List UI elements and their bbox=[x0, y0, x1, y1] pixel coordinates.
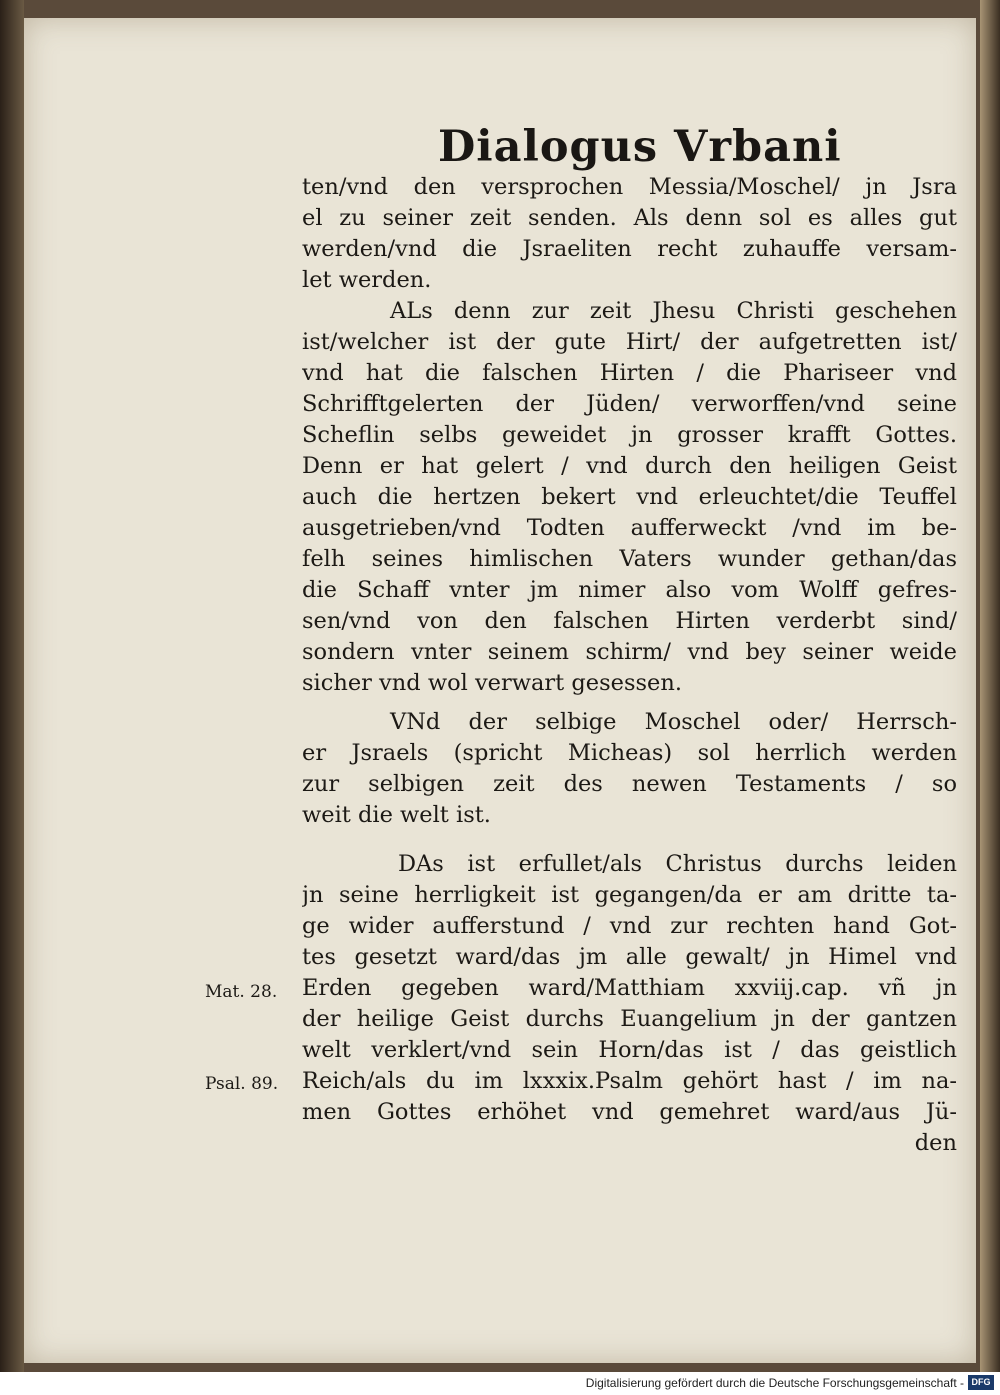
text-line: felh seines himlischen Vaters wunder gethan/das bbox=[302, 546, 957, 572]
text-line: weit die welt ist. bbox=[302, 802, 491, 828]
margin-note-matthew: Mat. 28. bbox=[205, 982, 278, 1002]
catchword: den bbox=[914, 1130, 957, 1156]
text-line: Scheflin selbs geweidet jn grosser krafft Gottes. bbox=[302, 422, 957, 448]
body-text bbox=[302, 172, 957, 1159]
text-line: sen/vnd von den falschen Hirten verderbt sind/ bbox=[302, 608, 957, 634]
text-line: welt verklert/vnd sein Horn/das ist / das geistlich bbox=[302, 1037, 957, 1063]
text-line: auch die hertzen bekert vnd erleuchtet/die Teuffel bbox=[302, 484, 957, 510]
text-line: die Schaff vnter jm nimer also vom Wolff gefres- bbox=[302, 577, 957, 603]
book-binding-shadow bbox=[0, 0, 24, 1372]
text-line: er Jsraels (spricht Micheas) sol herrlich werden bbox=[302, 740, 957, 766]
text-line: jn seine herrligkeit ist gegangen/da er am dritte ta- bbox=[302, 882, 957, 908]
text-line: men Gottes erhöhet vnd gemehret ward/aus Jü- bbox=[302, 1099, 957, 1125]
text-line: ge wider aufferstund / vnd zur rechten hand Got- bbox=[302, 913, 957, 939]
text-line: zur selbigen zeit des newen Testaments / so bbox=[302, 771, 957, 797]
text-line: Reich/als du im lxxxix.Psalm gehört hast / im na- bbox=[302, 1068, 957, 1094]
running-head: Dialogus Vrbani bbox=[438, 122, 842, 172]
text-line: ausgetrieben/vnd Todten aufferweckt /vnd im be- bbox=[302, 515, 957, 541]
text-line: sicher vnd wol verwart gesessen. bbox=[302, 670, 683, 696]
book-edge-right bbox=[980, 0, 1000, 1372]
text-line: VNd der selbige Moschel oder/ Herrsch- bbox=[390, 709, 957, 735]
text-line: Erden gegeben ward/Matthiam xxviij.cap. vñ jn bbox=[302, 975, 957, 1001]
text-line: ALs denn zur zeit Jhesu Christi geschehen bbox=[390, 298, 957, 324]
text-line: Denn er hat gelert / vnd durch den heiligen Geist bbox=[302, 453, 957, 479]
text-line: let werden. bbox=[302, 267, 432, 293]
text-line: DAs ist erfullet/als Christus durchs leiden bbox=[398, 851, 957, 877]
text-line: Schrifftgelerten der Jüden/ verworffen/vnd seine bbox=[302, 391, 957, 417]
text-line: vnd hat die falschen Hirten / die Phariseer vnd bbox=[302, 360, 957, 386]
text-line: tes gesetzt ward/das jm alle gewalt/ jn Himel vnd bbox=[302, 944, 957, 970]
margin-note-psalm: Psal. 89. bbox=[205, 1074, 279, 1094]
dfg-logo-icon: DFG bbox=[968, 1375, 994, 1390]
text-line: sondern vnter seinem schirm/ vnd bey seiner weide bbox=[302, 639, 957, 665]
footer-credit: Digitalisierung gefördert durch die Deutsche Forschungsgemeinschaft - bbox=[585, 1376, 964, 1390]
text-line: werden/vnd die Jsraeliten recht zuhauffe versam- bbox=[302, 236, 957, 262]
text-line: ist/welcher ist der gute Hirt/ der aufgetretten ist/ bbox=[302, 329, 957, 355]
text-line: der heilige Geist durchs Euangelium jn der gantzen bbox=[302, 1006, 957, 1032]
text-line: ten/vnd den versprochen Messia/Moschel/ jn Jsra bbox=[302, 174, 957, 200]
text-line: el zu seiner zeit senden. Als denn sol es alles gut bbox=[302, 205, 957, 231]
